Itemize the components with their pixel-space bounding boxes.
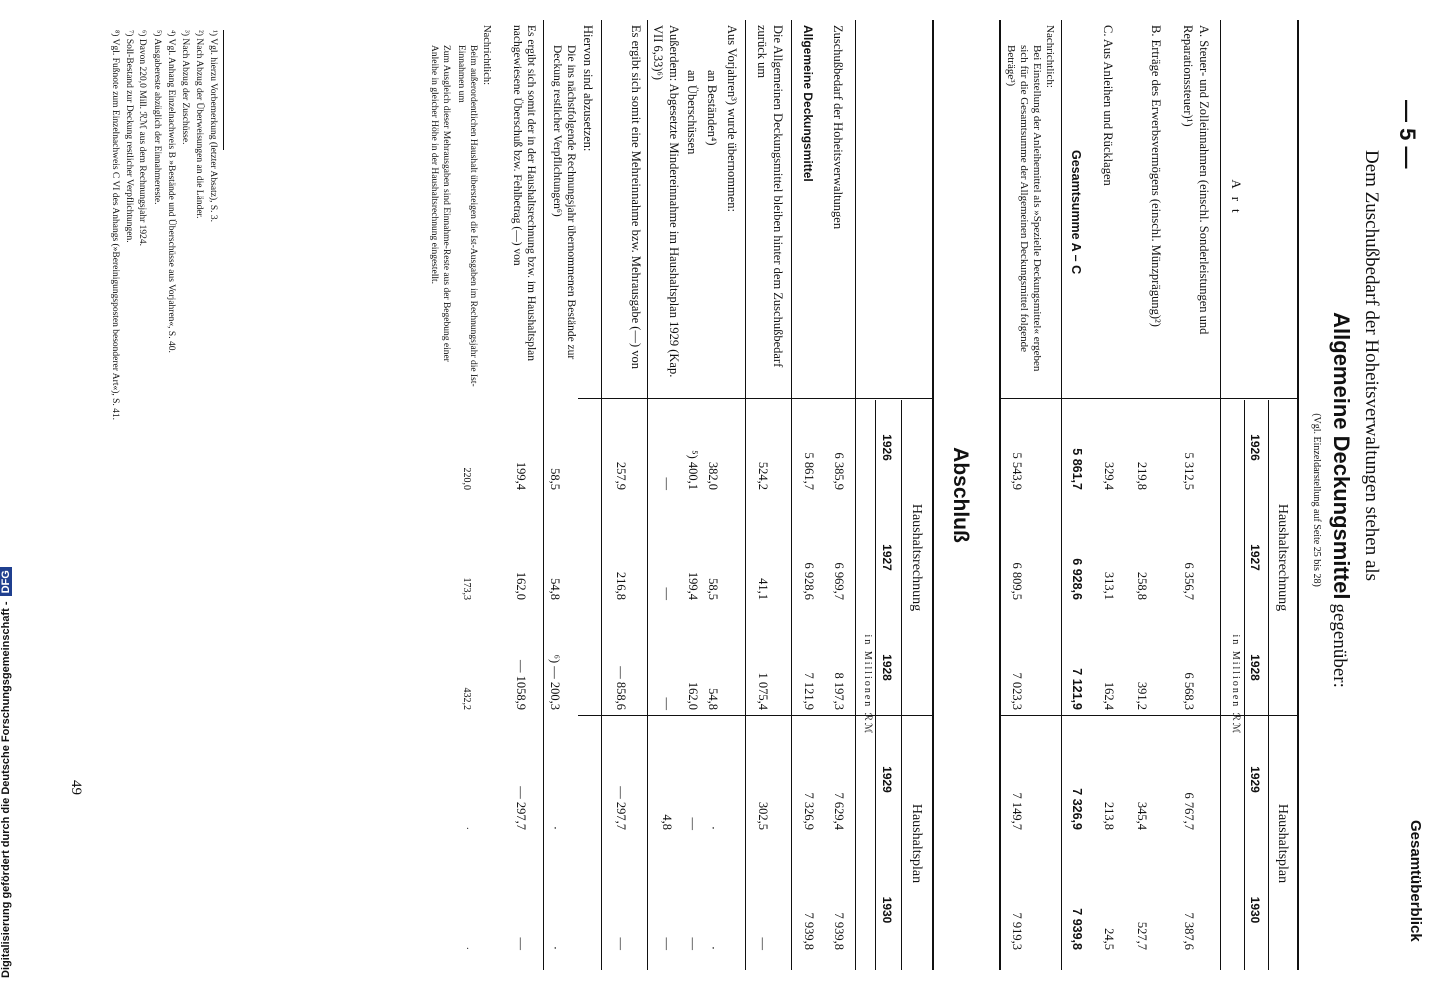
row-c-label: C. Aus Anleihen und Rücklagen [1101, 25, 1115, 186]
val: 345,4 [1135, 801, 1149, 830]
abschluss-year: 1928 [880, 654, 894, 681]
val: — [660, 477, 674, 490]
val: 6 928,6 [802, 562, 816, 600]
val: 6 385,9 [832, 452, 846, 490]
val: 258,8 [1135, 571, 1149, 600]
val: 5 543,9 [1010, 452, 1024, 490]
val: 6 809,5 [1010, 562, 1024, 600]
val: 7 939,8 [802, 912, 816, 950]
abschluss-year: 1926 [880, 434, 894, 461]
val: 216,8 [614, 571, 628, 600]
val: 5 861,7 [802, 452, 816, 490]
note-text: Bei Einstellung der Anleihemittel als »Spezielle Deckungsmittel« ergeben sich für die Gesamtsumme der Allgemeinen Deckungsmittel folgende Beträge³) [1005, 45, 1043, 372]
val: 58,5 [548, 468, 562, 490]
val: 41,1 [756, 578, 770, 600]
val: 199,4 [514, 461, 528, 490]
val: 7 023,3 [1010, 672, 1024, 710]
val: — [514, 937, 528, 950]
val: 24,5 [1102, 928, 1116, 950]
val: 7 149,7 [1010, 792, 1024, 830]
val: 6 568,3 [1182, 672, 1196, 710]
val: · [461, 826, 472, 830]
total-label: Gesamtsumme A – C [1069, 150, 1083, 275]
year-1930: 1930 [1248, 896, 1262, 924]
val: 1 075,4 [756, 672, 770, 710]
title-line2 [1328, 10, 1354, 990]
val: 7 326,9 [802, 792, 816, 830]
val: 5 312,5 [1182, 452, 1196, 490]
val: 524,2 [756, 461, 770, 490]
val: — 858,6 [614, 666, 628, 710]
year-1927: 1927 [1248, 544, 1262, 571]
footnote: ⁵) Ausgabereste abzüglich der Einnahmereste. [152, 30, 162, 205]
row-bestaende-label: an Beständen⁴) [705, 70, 719, 146]
group-rechnung-2: Haushaltsrechnung [909, 503, 924, 612]
val: 54,8 [706, 688, 720, 710]
footnote: ⁶) Davon 220,0 Mill. ℛℳ aus dem Rechnungsjahr 1924. [137, 30, 147, 247]
dfg-logo: DFG [0, 567, 12, 596]
val: 5 861,7 [1070, 448, 1084, 490]
val: 162,0 [514, 571, 528, 600]
val: 199,4 [686, 571, 700, 600]
val: 4,8 [660, 814, 674, 830]
val: 213,8 [1102, 801, 1116, 830]
group-rechnung-1: Haushaltsrechnung [1275, 503, 1290, 612]
title-line1: Dem Zuschußbedarf der Hoheitsverwaltungen stehen als [1361, 150, 1382, 582]
page-number: 49 [68, 780, 84, 795]
val: — 297,7 [514, 786, 528, 830]
val: 6 969,7 [832, 562, 846, 600]
year-1928: 1928 [1248, 654, 1262, 681]
row-abzusetzen-label: Die ins nächstfolgende Rechnungsjahr übernommenen Bestände zur Deckung restlicher Verpflichtungen⁶) [551, 45, 577, 360]
val: ⁶) — 200,3 [548, 654, 562, 710]
val: 391,2 [1135, 681, 1149, 710]
val: 58,5 [706, 578, 720, 600]
val: 6 356,7 [1182, 562, 1196, 600]
row-ausgleich-label: Zum Ausgleich dieser Mehrausgaben sind Einnahme-Reste aus der Begebung einer Anleihe in gleicher Höhe in der Haushaltsrechnung eingestellt. [429, 45, 451, 362]
val: — 1058,9 [514, 660, 528, 710]
val: 302,5 [756, 801, 770, 830]
val: — 297,7 [614, 786, 628, 830]
row-hiervon-label: Hiervon sind abzusetzen: [581, 25, 595, 152]
section-title: Gesamtüberblick [1407, 820, 1424, 942]
year-1926: 1926 [1248, 434, 1262, 461]
row-ergebnis-label: Es ergibt sich somit der in der Haushaltsrechnung bzw. im Haushaltsplan nachgewiesene Überschuß bzw. Fehlbetrag (—) von [511, 25, 537, 361]
val: 432,2 [461, 687, 472, 710]
abschluss-year: 1927 [880, 544, 894, 571]
footnote: ⁷) Soll-Bestand zur Deckung restlicher Verpflichtungen. [124, 30, 134, 243]
val: 8 197,3 [832, 672, 846, 710]
footnote: ²) Nach Abzug der Überweisungen an die Länder. [194, 30, 204, 219]
row-ausserordentlich-label: Beim außerordentlichen Haushalt übersteigen die Ist-Ausgaben im Rechnungsjahr die Ist-Einnahmen um [456, 45, 478, 387]
row-b-label: B. Erträge des Erwerbsvermögens (einschl. Münzprägung)²) [1149, 25, 1163, 327]
abschluss-year: 1930 [880, 896, 894, 924]
val: 527,7 [1135, 921, 1149, 950]
unit-label: in Millionen ℛℳ [1230, 634, 1241, 736]
val: — [686, 937, 700, 950]
val: 7 919,3 [1010, 912, 1024, 950]
val: · [461, 946, 472, 950]
reference-note: (Vgl. Einzeldarstellung auf Seite 25 bis 28) [1311, 413, 1322, 587]
val: — [660, 697, 674, 710]
row-a-label: A. Steuer- und Zolleinnahmen (einschl. Sonderleistungen und Reparationssteuer)¹) [1181, 25, 1211, 335]
val: — [660, 587, 674, 600]
row-mehreinnahme-label: Es ergibt sich somit eine Mehreinnahme bzw. Mehrausgabe (—) von [629, 25, 643, 370]
val: 7 121,9 [802, 672, 816, 710]
year-1929: 1929 [1248, 766, 1262, 793]
credit-text: Digitalisierung gefördert durch die Deutsche Forschungsgemeinschaft - [0, 601, 12, 978]
val: · [706, 945, 720, 950]
val: 162,0 [686, 681, 700, 710]
val: 7 939,8 [832, 912, 846, 950]
val: 257,9 [614, 461, 628, 490]
group-plan-2: Haushaltsplan [909, 803, 924, 884]
col-art: Art [1229, 179, 1244, 221]
val: · [706, 825, 720, 830]
val: — [614, 937, 628, 950]
val: — [686, 817, 700, 830]
val: 219,8 [1135, 461, 1149, 490]
val: 382,0 [706, 461, 720, 490]
val: · [548, 825, 562, 830]
footnote: ³) Nach Abzug der Zuschüsse. [180, 30, 190, 145]
val: 7 326,9 [1070, 788, 1084, 830]
row-rueckstand-label: Die Allgemeinen Deckungsmittel bleiben hinter dem Zuschußbedarf zurück um [755, 25, 785, 368]
row-nachrichtlich-label: Nachrichtlich: [481, 25, 492, 86]
val: 7 387,6 [1182, 912, 1196, 950]
row-zuschuss-label: Zuschußbedarf der Hoheitsverwaltungen [831, 25, 845, 230]
group-plan-1: Haushaltsplan [1275, 803, 1290, 884]
row-vorjahren-label: Aus Vorjahren³) wurde übernommen: [725, 25, 739, 212]
val: · [548, 945, 562, 950]
row-ueberschuesse-label: an Überschüssen [685, 70, 699, 155]
val: 54,8 [548, 578, 562, 600]
dfg-credit [0, 567, 12, 978]
val: 6 767,7 [1182, 792, 1196, 830]
footnote: ⁴) Vgl. Anhang Einzelnachweis B »Bestände und Überschüsse aus Vorjahren«, S. 40. [166, 30, 176, 353]
val: 7 121,9 [1070, 668, 1084, 710]
val: 329,4 [1102, 461, 1116, 490]
abschluss-unit: in Millionen ℛℳ [862, 634, 873, 736]
val: 162,4 [1102, 681, 1116, 710]
val: 6 928,6 [1070, 558, 1084, 600]
abschluss-year: 1929 [880, 766, 894, 793]
val: — [660, 937, 674, 950]
val: 7 939,8 [1070, 908, 1084, 950]
val: 173,3 [461, 577, 472, 600]
val: 313,1 [1102, 571, 1116, 600]
val: — [756, 937, 770, 950]
footnote: ¹) Vgl. hierzu Vorbemerkung (letzter Absatz), S. 3. [208, 30, 218, 223]
row-deckung-label: Allgemeine Deckungsmittel [801, 25, 815, 182]
footnote: ⁸) Vgl. Fußnote zum Einzelnachweis C VI des Anhangs (»Bereinigungsposten besonderer Art«), S. 41. [110, 30, 120, 421]
row-ausserdem-label: Außerdem: Abgesetzte Mindereinnahme im Haushaltsplan 1929 (Kap. VII 6,33)⁶) [651, 25, 681, 378]
abschluss-heading: Abschluß [949, 447, 972, 543]
title-suffix: gegenüber: [1329, 603, 1350, 688]
page-marker: — 5 — [1395, 100, 1420, 169]
val: ⁵) 400,1 [686, 450, 700, 490]
val: 220,0 [461, 467, 472, 490]
val: 7 629,4 [832, 792, 846, 830]
title-bold: Allgemeine Deckungsmittel [1329, 312, 1354, 600]
note-title: Nachrichtlich: [1044, 25, 1056, 88]
